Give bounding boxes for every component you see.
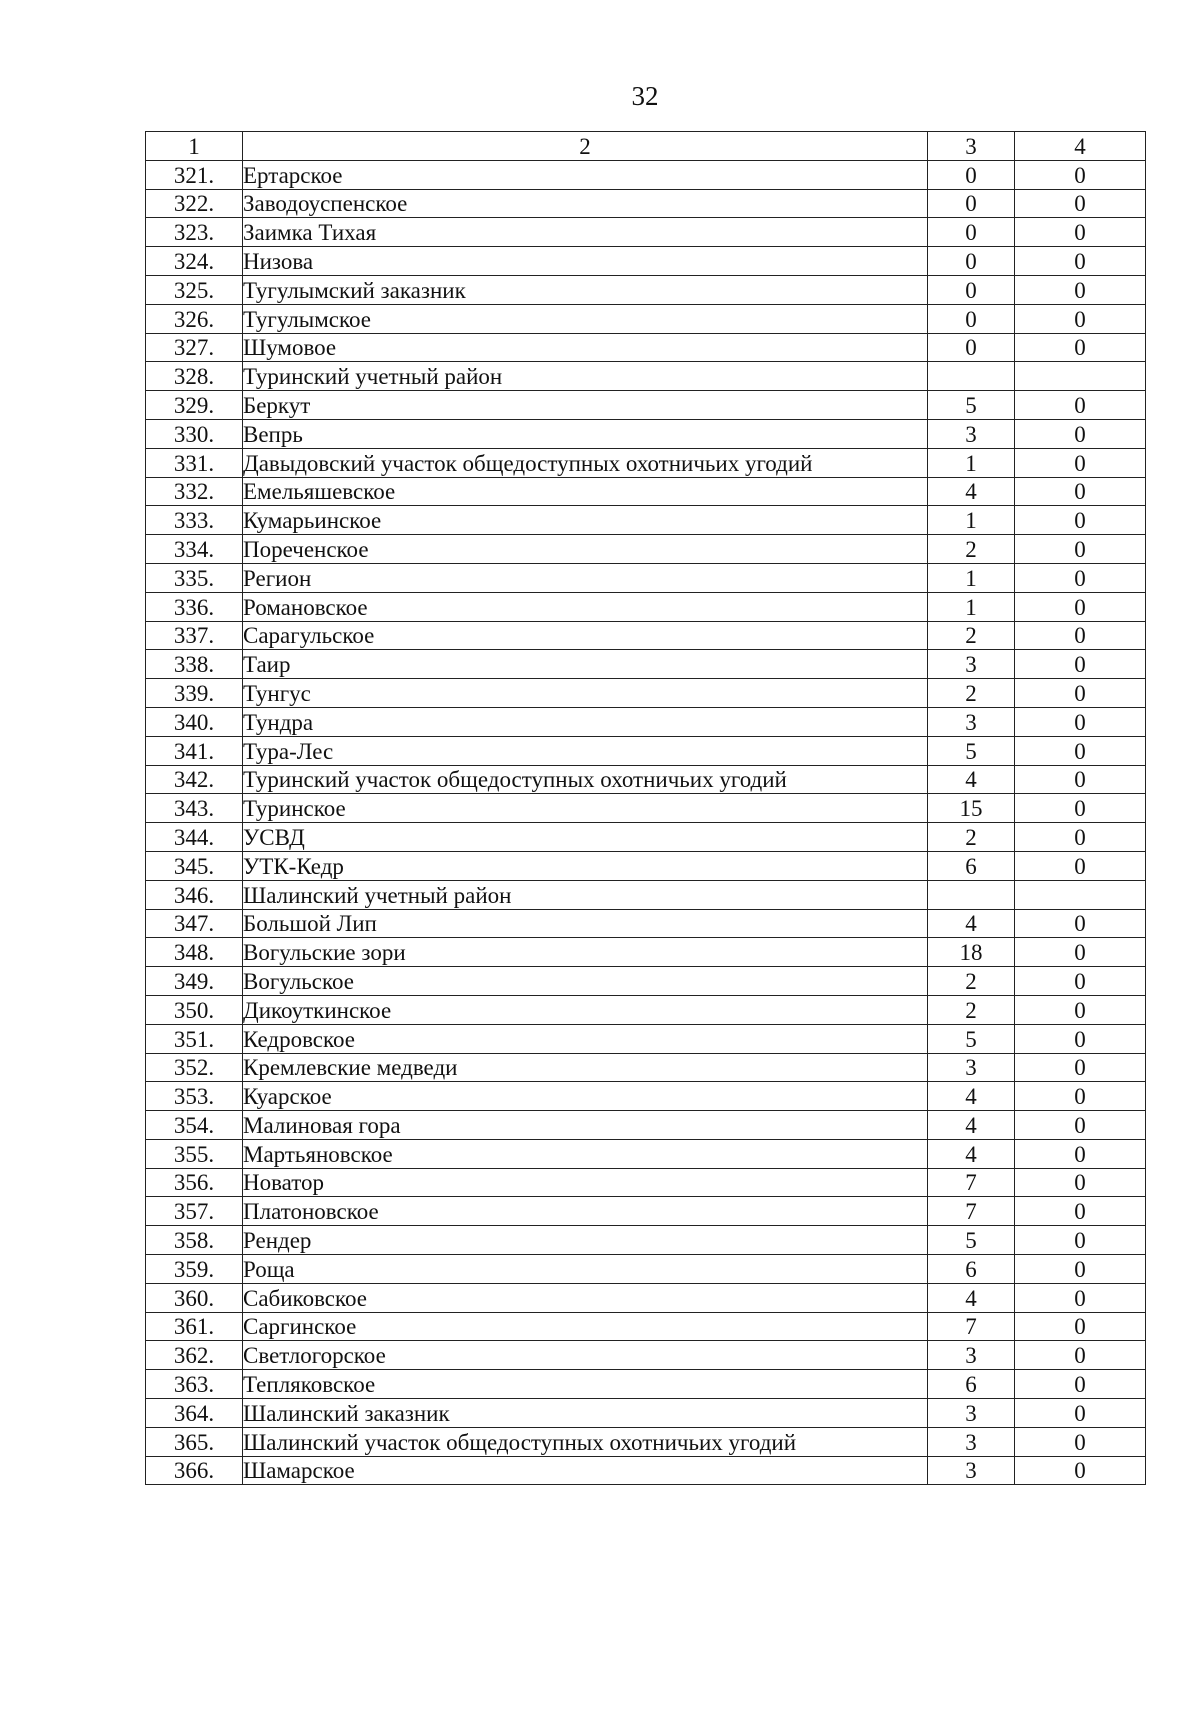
value-col-3: 7 (928, 1168, 1015, 1197)
ground-name: Вогульское (243, 967, 928, 996)
table-row (146, 247, 1146, 276)
value-col-3: 0 (928, 304, 1015, 333)
value-col-3: 0 (928, 275, 1015, 304)
table-row (146, 736, 1146, 765)
value-col-3: 0 (928, 333, 1015, 362)
value-col-4: 0 (1015, 1312, 1146, 1341)
value-col-4: 0 (1015, 1283, 1146, 1312)
row-number: 364. (146, 1399, 243, 1428)
ground-name: Заимка Тихая (243, 218, 928, 247)
value-col-4: 0 (1015, 823, 1146, 852)
row-number: 327. (146, 333, 243, 362)
value-col-3: 2 (928, 535, 1015, 564)
row-number: 342. (146, 765, 243, 794)
ground-name: Кремлевские медведи (243, 1053, 928, 1082)
table-row (146, 621, 1146, 650)
table-row (146, 650, 1146, 679)
row-number: 334. (146, 535, 243, 564)
ground-name: Тунгус (243, 679, 928, 708)
value-col-3: 5 (928, 736, 1015, 765)
value-col-4: 0 (1015, 1226, 1146, 1255)
value-col-3: 4 (928, 765, 1015, 794)
hunting-grounds-table (145, 131, 1146, 1485)
ground-name: Большой Лип (243, 909, 928, 938)
value-col-3: 3 (928, 707, 1015, 736)
ground-name: Шалинский заказник (243, 1399, 928, 1428)
value-col-3: 4 (928, 909, 1015, 938)
ground-name: Куарское (243, 1082, 928, 1111)
value-col-3: 0 (928, 218, 1015, 247)
value-col-3: 1 (928, 448, 1015, 477)
table-row (146, 909, 1146, 938)
table-row (146, 1427, 1146, 1456)
value-col-4: 0 (1015, 1399, 1146, 1428)
ground-name: Дикоуткинское (243, 995, 928, 1024)
table-row (146, 679, 1146, 708)
row-number: 347. (146, 909, 243, 938)
value-col-4: 0 (1015, 1456, 1146, 1485)
table-row (146, 1226, 1146, 1255)
row-number: 357. (146, 1197, 243, 1226)
value-col-3: 5 (928, 1024, 1015, 1053)
value-col-3: 6 (928, 1255, 1015, 1284)
ground-name: Саргинское (243, 1312, 928, 1341)
value-col-4: 0 (1015, 1168, 1146, 1197)
row-number: 338. (146, 650, 243, 679)
table-row (146, 707, 1146, 736)
value-col-4: 0 (1015, 650, 1146, 679)
table-row (146, 506, 1146, 535)
ground-name: Тундра (243, 707, 928, 736)
table-row (146, 851, 1146, 880)
value-col-4: 0 (1015, 1053, 1146, 1082)
value-col-4: 0 (1015, 851, 1146, 880)
table-row (146, 304, 1146, 333)
table-row (146, 1255, 1146, 1284)
value-col-3: 3 (928, 419, 1015, 448)
table-row (146, 362, 1146, 391)
row-number: 361. (146, 1312, 243, 1341)
ground-name: Роща (243, 1255, 928, 1284)
row-number: 349. (146, 967, 243, 996)
value-col-3: 5 (928, 391, 1015, 420)
row-number: 363. (146, 1370, 243, 1399)
row-number: 341. (146, 736, 243, 765)
value-col-3: 6 (928, 851, 1015, 880)
table-row (146, 794, 1146, 823)
value-col-3: 3 (928, 1456, 1015, 1485)
value-col-3: 3 (928, 1399, 1015, 1428)
value-col-4: 0 (1015, 1370, 1146, 1399)
value-col-3: 3 (928, 1427, 1015, 1456)
ground-name: Сабиковское (243, 1283, 928, 1312)
ground-name: Заводоуспенское (243, 189, 928, 218)
header-cell-4: 4 (1015, 132, 1146, 161)
value-col-3: 1 (928, 592, 1015, 621)
ground-name: Емельяшевское (243, 477, 928, 506)
value-col-4: 0 (1015, 563, 1146, 592)
row-number: 353. (146, 1082, 243, 1111)
row-number: 355. (146, 1139, 243, 1168)
table-row (146, 1111, 1146, 1140)
ground-name: Вепрь (243, 419, 928, 448)
ground-name: Платоновское (243, 1197, 928, 1226)
row-number: 362. (146, 1341, 243, 1370)
ground-name: Туринское (243, 794, 928, 823)
value-col-4: 0 (1015, 1427, 1146, 1456)
ground-name: Рендер (243, 1226, 928, 1255)
value-col-4: 0 (1015, 938, 1146, 967)
row-number: 330. (146, 419, 243, 448)
row-number: 335. (146, 563, 243, 592)
value-col-4: 0 (1015, 477, 1146, 506)
ground-name: Светлогорское (243, 1341, 928, 1370)
ground-name: Туринский участок общедоступных охотничьих угодий (243, 765, 928, 794)
row-number: 339. (146, 679, 243, 708)
row-number: 356. (146, 1168, 243, 1197)
value-col-3: 18 (928, 938, 1015, 967)
value-col-4: 0 (1015, 391, 1146, 420)
header-cell-1: 1 (146, 132, 243, 161)
value-col-4: 0 (1015, 794, 1146, 823)
value-col-3: 4 (928, 477, 1015, 506)
value-col-4: 0 (1015, 218, 1146, 247)
page-number: 32 (631, 81, 659, 111)
table-body (146, 132, 1146, 1485)
value-col-4: 0 (1015, 707, 1146, 736)
row-number: 337. (146, 621, 243, 650)
value-col-3 (928, 880, 1015, 909)
row-number: 346. (146, 880, 243, 909)
value-col-3: 2 (928, 995, 1015, 1024)
table-row (146, 218, 1146, 247)
table-row (146, 1082, 1146, 1111)
ground-name: Кумарьинское (243, 506, 928, 535)
row-number: 340. (146, 707, 243, 736)
row-number: 321. (146, 160, 243, 189)
row-number: 348. (146, 938, 243, 967)
value-col-3: 4 (928, 1283, 1015, 1312)
ground-name: Беркут (243, 391, 928, 420)
value-col-4: 0 (1015, 909, 1146, 938)
table-row (146, 563, 1146, 592)
table-row (146, 1370, 1146, 1399)
header-cell-2: 2 (243, 132, 928, 161)
value-col-3: 3 (928, 1341, 1015, 1370)
value-col-3: 7 (928, 1197, 1015, 1226)
value-col-4: 0 (1015, 304, 1146, 333)
value-col-4 (1015, 880, 1146, 909)
value-col-3: 1 (928, 506, 1015, 535)
row-number: 360. (146, 1283, 243, 1312)
row-number: 324. (146, 247, 243, 276)
table-row (146, 189, 1146, 218)
table-row (146, 1399, 1146, 1428)
value-col-4: 0 (1015, 247, 1146, 276)
table-row (146, 448, 1146, 477)
value-col-3: 3 (928, 650, 1015, 679)
ground-name: Низова (243, 247, 928, 276)
value-col-4: 0 (1015, 535, 1146, 564)
table-row (146, 535, 1146, 564)
row-number: 344. (146, 823, 243, 852)
ground-name: Кедровское (243, 1024, 928, 1053)
ground-name: Сарагульское (243, 621, 928, 650)
table-row (146, 1197, 1146, 1226)
table-header-row (146, 132, 1146, 161)
table-row (146, 880, 1146, 909)
value-col-3: 5 (928, 1226, 1015, 1255)
table-row (146, 477, 1146, 506)
ground-name: Романовское (243, 592, 928, 621)
value-col-4: 0 (1015, 419, 1146, 448)
row-number: 365. (146, 1427, 243, 1456)
value-col-4: 0 (1015, 448, 1146, 477)
ground-name: Тепляковское (243, 1370, 928, 1399)
row-number: 329. (146, 391, 243, 420)
value-col-4: 0 (1015, 160, 1146, 189)
ground-name: Давыдовский участок общедоступных охотничьих угодий (243, 448, 928, 477)
value-col-3: 2 (928, 679, 1015, 708)
ground-name: Таир (243, 650, 928, 679)
value-col-4: 0 (1015, 506, 1146, 535)
value-col-3: 7 (928, 1312, 1015, 1341)
table-row (146, 419, 1146, 448)
value-col-4: 0 (1015, 189, 1146, 218)
row-number: 354. (146, 1111, 243, 1140)
value-col-4: 0 (1015, 967, 1146, 996)
value-col-3: 6 (928, 1370, 1015, 1399)
ground-name: Ертарское (243, 160, 928, 189)
row-number: 336. (146, 592, 243, 621)
value-col-4: 0 (1015, 1024, 1146, 1053)
ground-name: Шамарское (243, 1456, 928, 1485)
value-col-4: 0 (1015, 1082, 1146, 1111)
value-col-3: 4 (928, 1111, 1015, 1140)
header-cell-3: 3 (928, 132, 1015, 161)
table-row (146, 160, 1146, 189)
table-row (146, 1456, 1146, 1485)
row-number: 366. (146, 1456, 243, 1485)
table-row (146, 938, 1146, 967)
value-col-3 (928, 362, 1015, 391)
table-row (146, 1139, 1146, 1168)
value-col-4: 0 (1015, 995, 1146, 1024)
value-col-3: 1 (928, 563, 1015, 592)
table-row (146, 765, 1146, 794)
row-number: 358. (146, 1226, 243, 1255)
value-col-3: 15 (928, 794, 1015, 823)
value-col-3: 0 (928, 160, 1015, 189)
row-number: 333. (146, 506, 243, 535)
row-number: 351. (146, 1024, 243, 1053)
table-row (146, 995, 1146, 1024)
value-col-4: 0 (1015, 275, 1146, 304)
row-number: 350. (146, 995, 243, 1024)
value-col-3: 2 (928, 621, 1015, 650)
ground-name: Регион (243, 563, 928, 592)
table-row (146, 1283, 1146, 1312)
value-col-4: 0 (1015, 736, 1146, 765)
ground-name: Туринский учетный район (243, 362, 928, 391)
row-number: 332. (146, 477, 243, 506)
value-col-4: 0 (1015, 1111, 1146, 1140)
row-number: 326. (146, 304, 243, 333)
value-col-4: 0 (1015, 621, 1146, 650)
row-number: 359. (146, 1255, 243, 1284)
value-col-3: 4 (928, 1082, 1015, 1111)
value-col-4: 0 (1015, 592, 1146, 621)
row-number: 352. (146, 1053, 243, 1082)
value-col-4: 0 (1015, 1255, 1146, 1284)
ground-name: Шалинский учетный район (243, 880, 928, 909)
row-number: 323. (146, 218, 243, 247)
row-number: 328. (146, 362, 243, 391)
ground-name: Шалинский участок общедоступных охотничьих угодий (243, 1427, 928, 1456)
ground-name: Пореченское (243, 535, 928, 564)
row-number: 345. (146, 851, 243, 880)
value-col-4: 0 (1015, 1341, 1146, 1370)
ground-name: Тугулымское (243, 304, 928, 333)
value-col-4: 0 (1015, 1139, 1146, 1168)
ground-name: Новатор (243, 1168, 928, 1197)
table-row (146, 823, 1146, 852)
ground-name: УСВД (243, 823, 928, 852)
row-number: 343. (146, 794, 243, 823)
table-row (146, 1341, 1146, 1370)
value-col-3: 2 (928, 823, 1015, 852)
ground-name: УТК-Кедр (243, 851, 928, 880)
value-col-3: 0 (928, 247, 1015, 276)
table-row (146, 967, 1146, 996)
value-col-4: 0 (1015, 1197, 1146, 1226)
value-col-3: 4 (928, 1139, 1015, 1168)
table-row (146, 333, 1146, 362)
row-number: 325. (146, 275, 243, 304)
ground-name: Шумовое (243, 333, 928, 362)
ground-name: Тура-Лес (243, 736, 928, 765)
ground-name: Мартьяновское (243, 1139, 928, 1168)
table-row (146, 1024, 1146, 1053)
row-number: 322. (146, 189, 243, 218)
row-number: 331. (146, 448, 243, 477)
table-row (146, 592, 1146, 621)
table-row (146, 1312, 1146, 1341)
value-col-3: 0 (928, 189, 1015, 218)
value-col-4: 0 (1015, 765, 1146, 794)
ground-name: Вогульские зори (243, 938, 928, 967)
table-row (146, 275, 1146, 304)
value-col-4 (1015, 362, 1146, 391)
value-col-4: 0 (1015, 333, 1146, 362)
table-row (146, 1053, 1146, 1082)
table-row (146, 1168, 1146, 1197)
ground-name: Малиновая гора (243, 1111, 928, 1140)
value-col-3: 3 (928, 1053, 1015, 1082)
value-col-4: 0 (1015, 679, 1146, 708)
table-row (146, 391, 1146, 420)
ground-name: Тугулымский заказник (243, 275, 928, 304)
value-col-3: 2 (928, 967, 1015, 996)
